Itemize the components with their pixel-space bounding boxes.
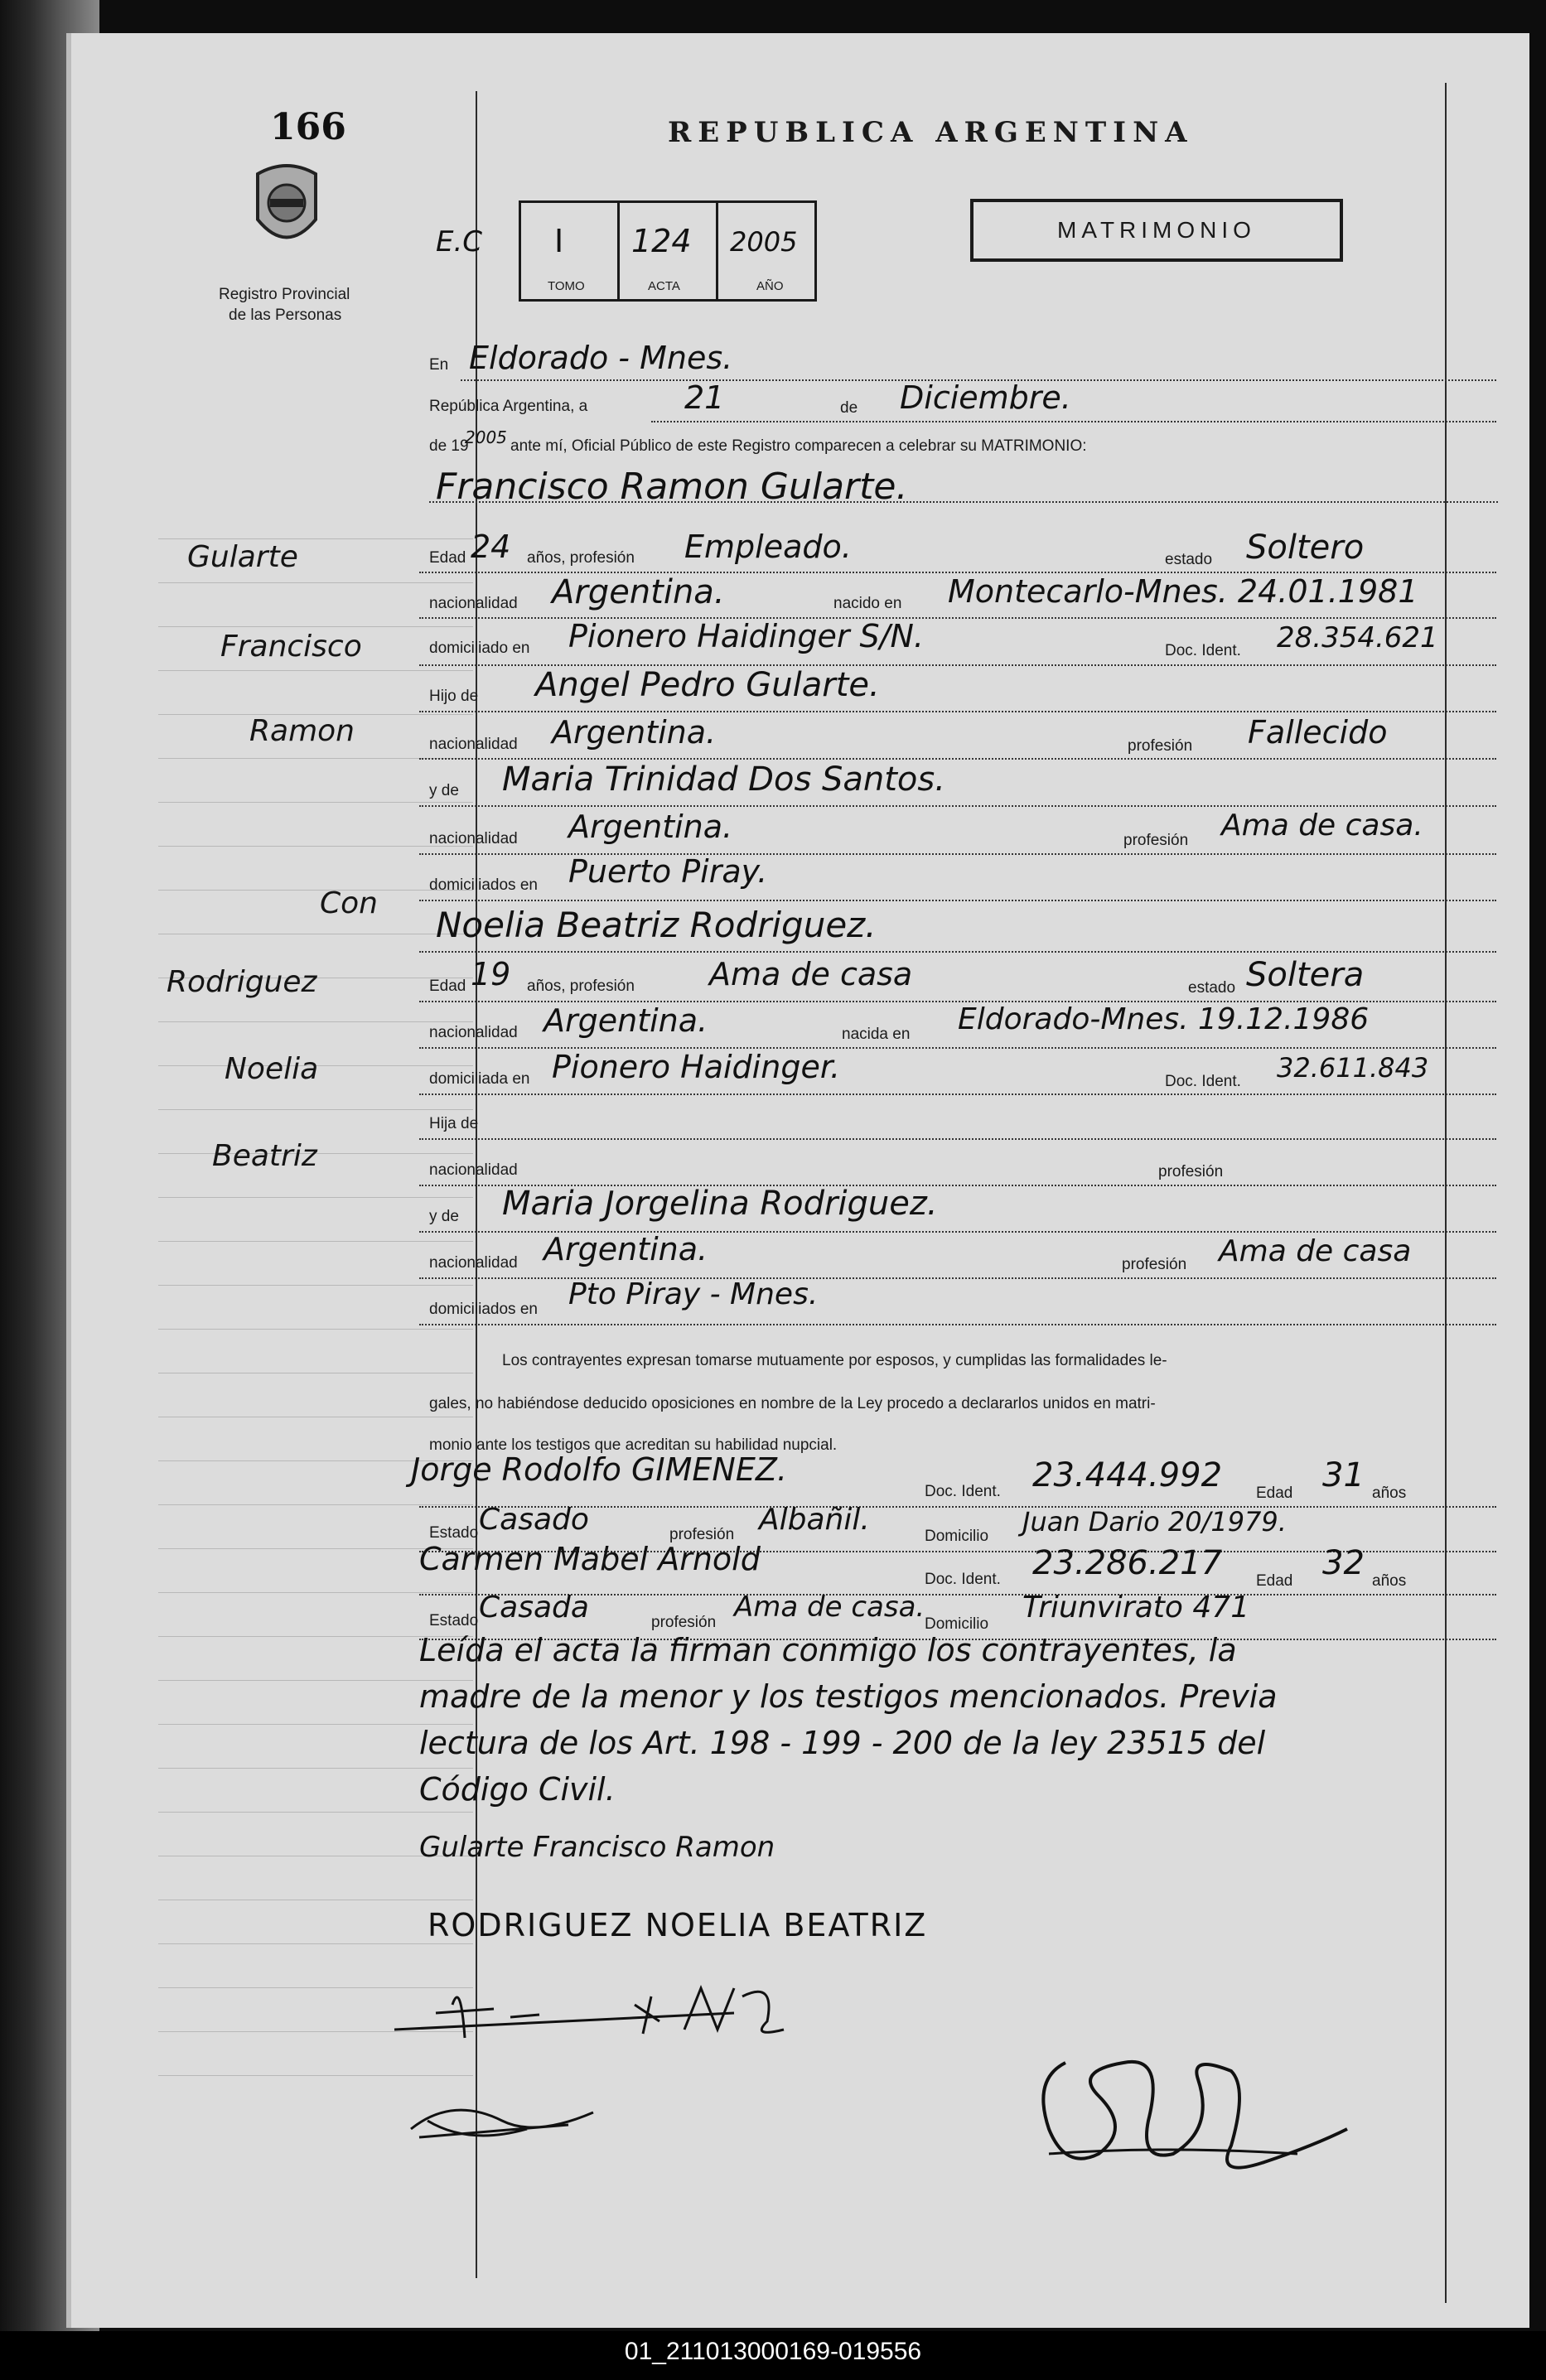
country-title: REPUBLICA ARGENTINA [668,116,1194,149]
margin-ruled-line [158,1943,473,1944]
margin-bride-name2: Beatriz [212,1139,317,1173]
w1-label-estado: Estado [429,1524,479,1542]
g-label-edad: Edad [429,549,466,567]
g-label-yde: y de [429,782,459,799]
g-label-doc: Doc. Ident. [1165,642,1241,659]
g-father-prof: Fallecido [1248,714,1388,751]
label-de: de [840,399,858,417]
margin-ruled-line [158,1329,473,1330]
dotted-line [419,805,1496,807]
margin-ruled-line [158,1021,473,1022]
margin-bride-surname: Rodriguez [167,965,317,999]
w1-label-prof: profesión [669,1526,735,1543]
label-republica: República Argentina, a [429,398,588,415]
con-line: Noelia Beatriz Rodriguez. [436,905,877,945]
margin-ruled-line [158,1109,473,1110]
year-suffix: 2005 [465,427,507,447]
margin-ruled-line [158,538,473,539]
declaration-line-1: Los contrayentes expresan tomarse mutuamente por esposos, y cumplidas las formalidades le- [502,1352,1167,1369]
dotted-line [419,900,1496,901]
margin-ruled-line [158,670,473,671]
b-label-yde: y de [429,1208,459,1225]
w1-profession: Albañil. [759,1503,870,1537]
w1-age: 31 [1322,1456,1365,1494]
w2-domicilio: Triunvirato 471 [1022,1591,1250,1624]
month-value: Diciembre. [900,379,1071,416]
w1-name: Jorge Rodolfo GIMENEZ. [411,1451,787,1488]
w2-label-estado: Estado [429,1612,479,1629]
g-domicile: Pionero Haidinger S/N. [568,618,924,654]
dotted-line [419,758,1496,760]
provincial-seal [249,157,324,257]
margin-ruled-line [158,846,473,847]
note-line-4: Código Civil. [419,1771,616,1808]
acta-type: MATRIMONIO [1057,217,1256,243]
note-line-2: madre de la menor y los testigos mencionados. Previa [419,1678,1278,1715]
w2-profession: Ama de casa. [734,1591,925,1624]
intro-text: ante mí, Oficial Público de este Registro comparecen a celebrar su MATRIMONIO: [510,437,1087,455]
margin-ruled-line [158,1241,473,1242]
dotted-line [419,1324,1496,1325]
g-nationality: Argentina. [552,573,725,611]
g-age: 24 [471,529,511,565]
b-label-domicil: domiciliados en [429,1301,538,1318]
b-mother: Maria Jorgelina Rodriguez. [502,1185,938,1223]
margin-bride-name1: Noelia [225,1052,319,1086]
g-father: Angel Pedro Gularte. [535,666,880,704]
g-label-nac: nacionalidad [429,595,518,612]
margin-ruled-line [158,1504,473,1505]
b-estado: Soltera [1246,956,1365,994]
margin-ruled-line [158,1197,473,1198]
b-label-doc: Doc. Ident. [1165,1073,1241,1090]
registro-line1: Registro Provincial [219,286,350,303]
declaration-line-2: gales, no habiéndose deducido oposiciones en nombre de la Ley procedo a declararlos unidos en matri- [429,1395,1156,1412]
g-born: Montecarlo-Mnes. 24.01.1981 [948,573,1418,610]
groom-full-name: Francisco Ramon Gularte. [436,466,908,508]
w1-label-anos: años [1372,1484,1407,1502]
g-mother-nat: Argentina. [568,809,733,845]
g-label-anos-prof: años, profesión [527,549,635,567]
g-label-hijo: Hijo de [429,688,479,705]
g-label-fprof: profesión [1128,737,1193,755]
g-estado: Soltero [1246,529,1365,567]
acta-cell [620,203,718,299]
w1-label-edad: Edad [1256,1484,1293,1502]
g-parents-domicile: Puerto Piray. [568,853,768,890]
dotted-line [419,1138,1496,1140]
w2-label-anos: años [1372,1572,1407,1590]
b-label-mnac: nacionalidad [429,1254,518,1272]
page-number: 166 [270,106,346,148]
note-line-1: Leída el acta la firman conmigo los contrayentes, la [419,1632,1237,1668]
margin-ruled-line [158,582,473,583]
tomo-label: TOMO [548,279,585,293]
b-profession: Ama de casa [709,956,913,992]
w2-label-doc: Doc. Ident. [925,1571,1001,1588]
margin-ruled-line [158,2075,473,2076]
label-en: En [429,356,449,374]
b-label-nacida: nacida en [842,1026,911,1043]
place-value: Eldorado - Mnes. [469,340,733,376]
b-label-edad: Edad [429,978,466,995]
w1-label-domicilio: Domicilio [925,1528,989,1545]
margin-ruled-line [158,802,473,803]
b-nationality: Argentina. [544,1002,708,1039]
b-parents-domicile: Pto Piray - Mnes. [568,1277,819,1311]
w2-age: 32 [1322,1544,1365,1582]
dotted-line [419,1093,1496,1095]
record-box [519,200,817,302]
margin-ruled-line [158,1592,473,1593]
b-label-fnac: nacionalidad [429,1161,518,1179]
dotted-line [651,421,1496,422]
b-label-mprof: profesión [1122,1256,1187,1273]
g-label-domicil: domiciliados en [429,876,538,894]
groom-signature: Gularte Francisco Ramon [419,1831,775,1864]
g-profession: Empleado. [684,529,852,565]
w1-domicilio: Juan Dario 20/1979. [1022,1506,1287,1538]
b-doc: 32.611.843 [1277,1052,1429,1084]
b-born: Eldorado-Mnes. 19.12.1986 [958,1002,1370,1036]
g-label-dom: domiciliado en [429,640,530,657]
margin-ruled-line [158,626,473,627]
tomo-cell [521,203,620,299]
b-domicile: Pionero Haidinger. [552,1049,841,1085]
b-age: 19 [471,956,511,992]
right-rule [1445,83,1447,2303]
b-label-nac: nacionalidad [429,1024,518,1041]
g-mother-prof: Ama de casa. [1221,809,1423,842]
lower-left-signature [403,2088,618,2154]
w2-doc: 23.286.217 [1032,1544,1223,1582]
w2-label-edad: Edad [1256,1572,1293,1590]
footer-code: 01_211013000169-019556 [624,2338,922,2365]
margin-con: Con [320,886,378,920]
acta-type-box [970,199,1343,262]
g-mother: Maria Trinidad Dos Santos. [502,760,945,799]
w2-label-prof: profesión [651,1614,717,1631]
tomo-value: I [554,223,564,259]
declaration-line-3: monio ante los testigos que acreditan su habilidad nupcial. [429,1436,838,1454]
acta-value: 124 [631,223,692,259]
margin-groom-name1: Francisco [220,630,362,664]
margin-groom-name2: Ramon [249,714,355,748]
g-label-fnac: nacionalidad [429,736,518,753]
g-father-nat: Argentina. [552,714,717,751]
registro-line2: de las Personas [229,307,342,324]
witness-signatures [386,1972,966,2046]
margin-groom-surname: Gularte [187,540,298,574]
record-prefix: E.C [436,225,483,258]
ano-label: AÑO [756,279,784,293]
ano-cell [718,203,814,299]
g-label-mprof: profesión [1123,832,1189,849]
b-label-fprof: profesión [1158,1163,1224,1180]
ano-value: 2005 [730,226,798,258]
w2-estado: Casada [479,1591,589,1624]
w1-estado: Casado [479,1503,589,1537]
b-mother-prof: Ama de casa [1219,1234,1412,1268]
g-doc: 28.354.621 [1277,621,1438,654]
note-line-3: lectura de los Art. 198 - 199 - 200 de la ley 23515 del [419,1725,1266,1761]
b-label-anos-prof: años, profesión [527,978,635,995]
bride-signature: RODRIGUEZ NOELIA BEATRIZ [428,1907,928,1943]
margin-ruled-line [158,1812,473,1813]
label-de-19: de 19 [429,437,469,455]
w2-name: Carmen Mabel Arnold [419,1541,761,1577]
w2-label-domicilio: Domicilio [925,1615,989,1633]
dotted-line [419,711,1496,712]
g-label-mnac: nacionalidad [429,830,518,847]
margin-ruled-line [158,890,473,891]
margin-ruling [158,538,473,2112]
dotted-line [419,951,1496,953]
b-label-estado: estado [1188,979,1236,997]
b-label-dom: domiciliada en [429,1070,530,1088]
w1-doc: 23.444.992 [1032,1456,1223,1494]
margin-ruled-line [158,1285,473,1286]
g-label-estado: estado [1165,551,1213,568]
g-label-nacido: nacido en [833,595,902,612]
acta-label: ACTA [648,279,680,293]
b-mother-nat: Argentina. [544,1231,708,1267]
b-label-hija: Hija de [429,1115,479,1132]
w1-label-doc: Doc. Ident. [925,1483,1001,1500]
register-page [66,33,1529,2328]
official-signature [999,2030,1380,2195]
day-value: 21 [684,379,725,416]
margin-ruled-line [158,1768,473,1769]
